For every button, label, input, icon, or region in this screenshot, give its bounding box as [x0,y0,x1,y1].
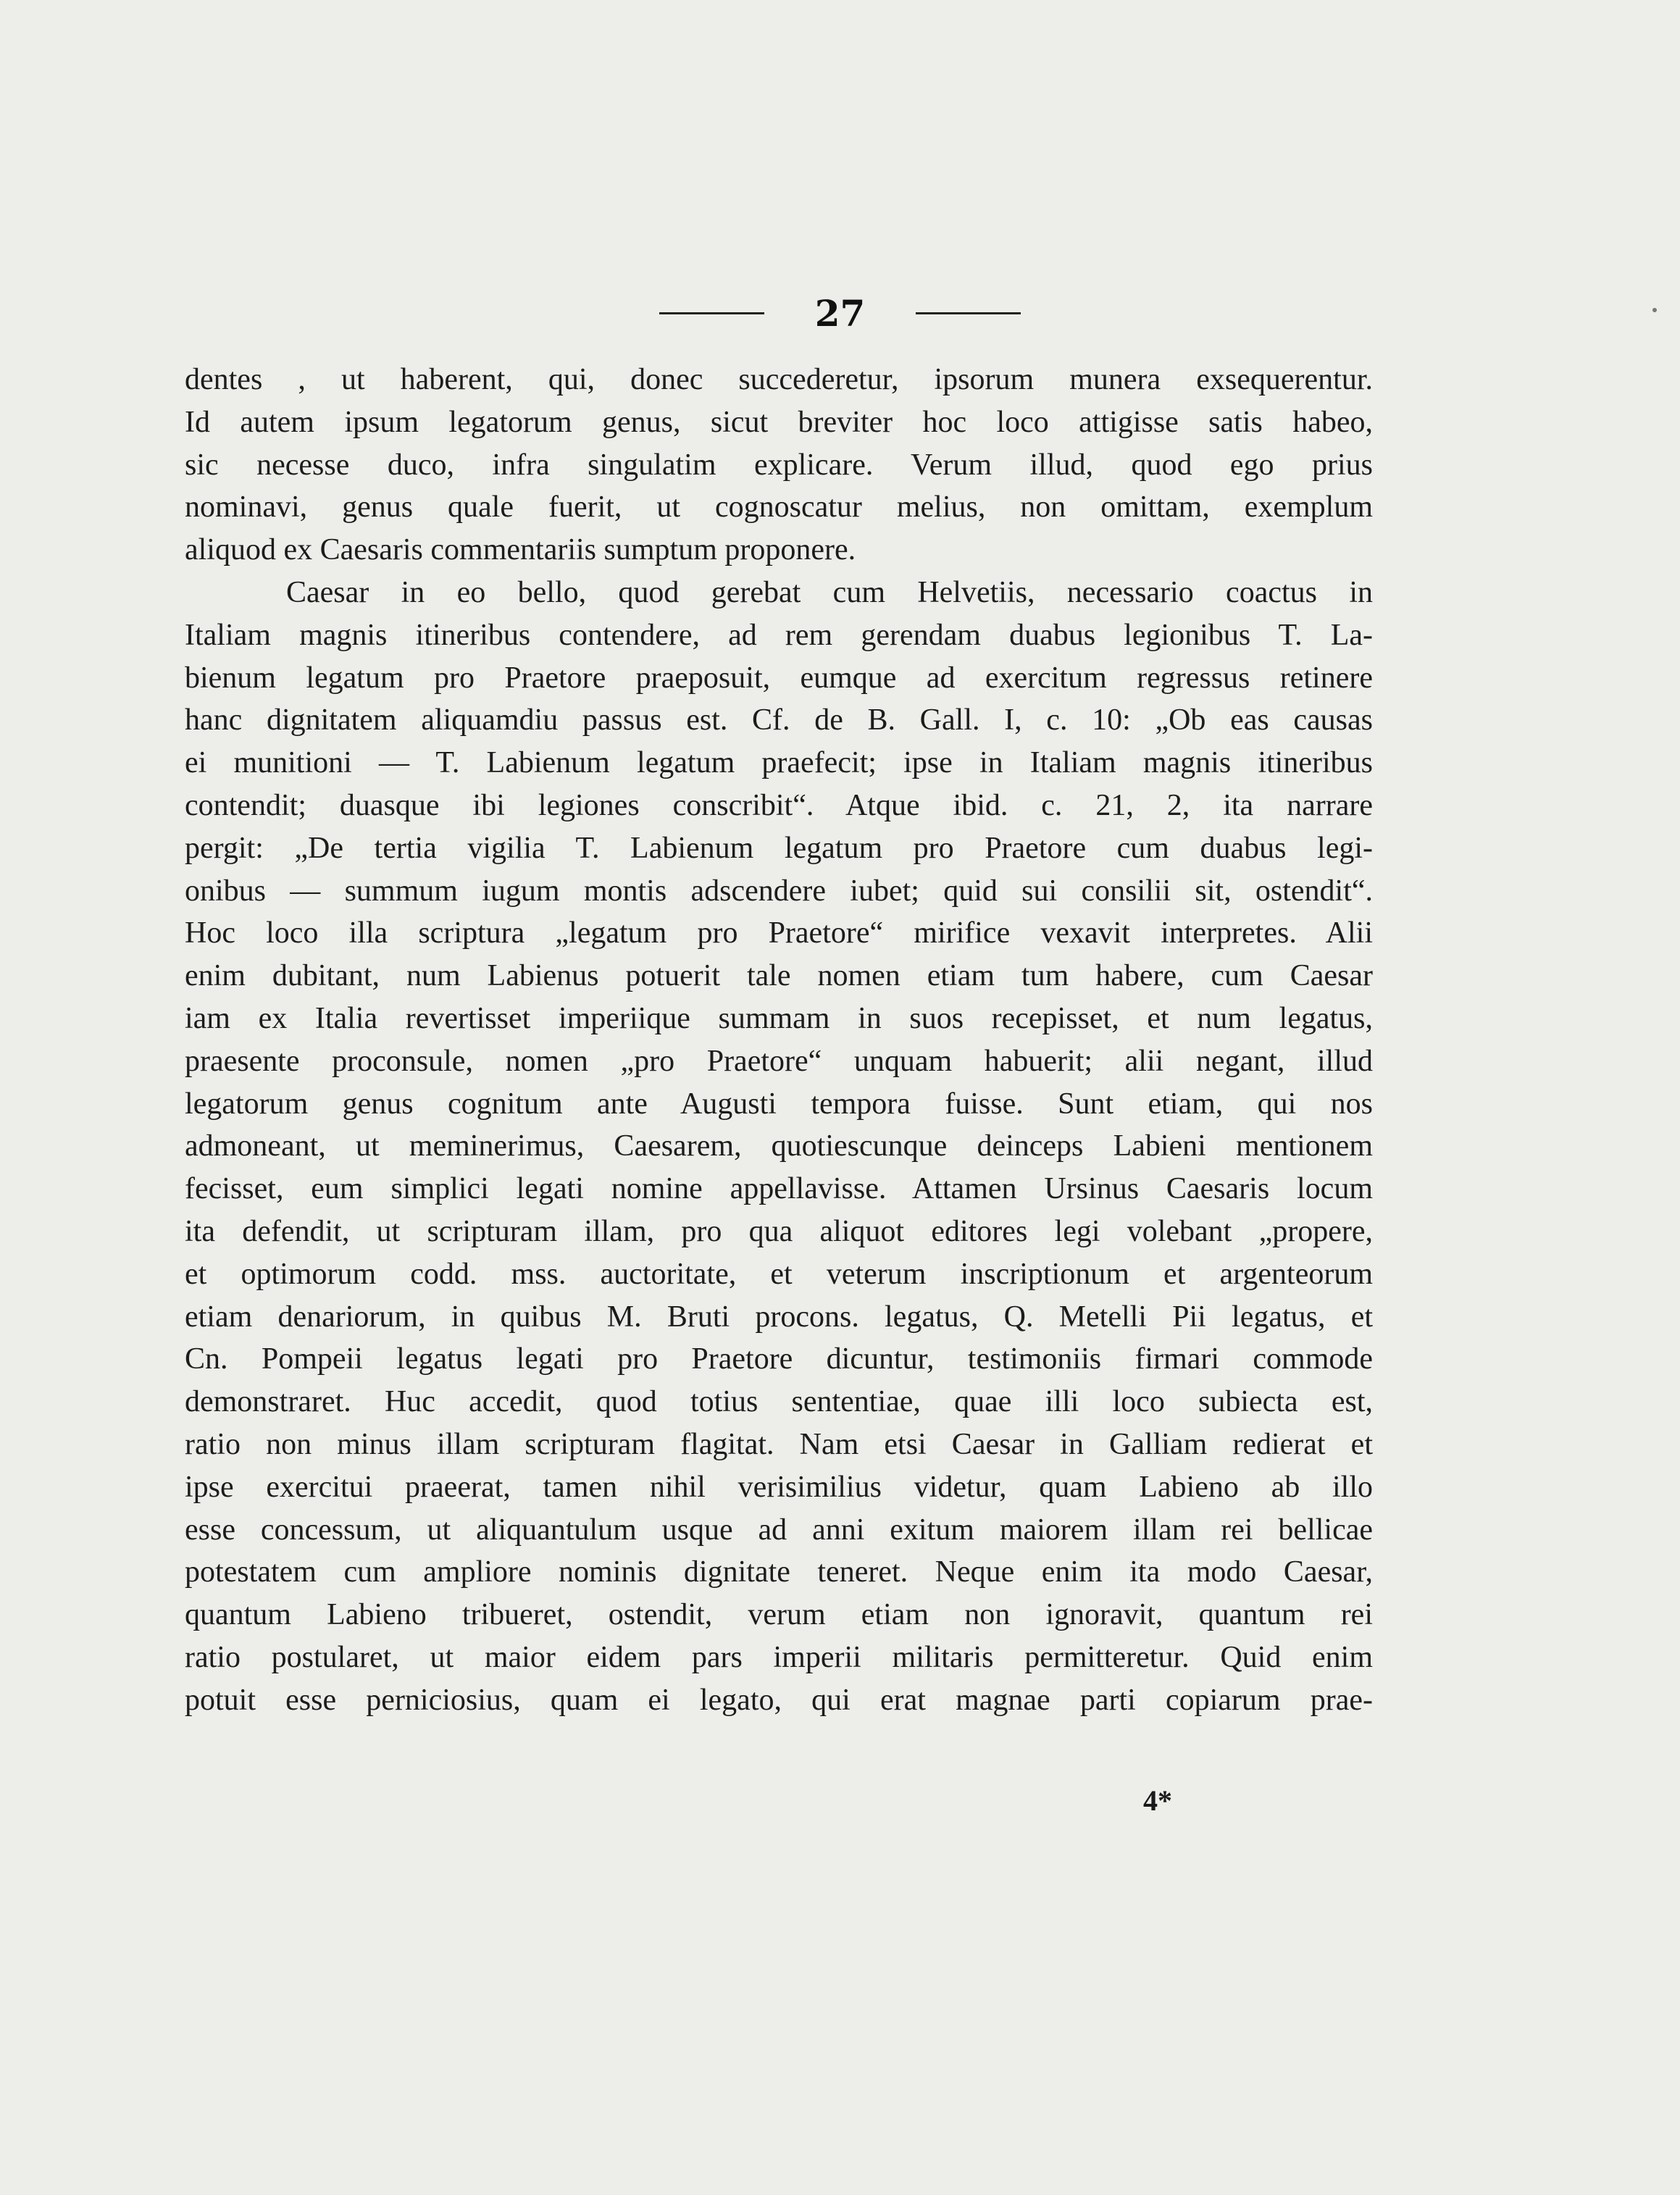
text-line: enim dubitant, num Labienus potuerit tale nomen etiam tum habere, cum Caesar [185,959,1373,993]
text-line: demonstraret. Huc accedit, quod totius sententiae, quae illi loco subiecta est, [185,1385,1373,1419]
text-line: pergit: „De tertia vigilia T. Labienum legatum pro Praetore cum duabus legi- [185,831,1373,865]
text-line: nominavi, genus quale fuerit, ut cognoscatur melius, non omittam, exemplum [185,490,1373,524]
text-line: iam ex Italia revertisset imperiique summam in suos recepisset, et num legatus, [185,1001,1373,1035]
text-line: sic necesse duco, infra singulatim explicare. Verum illud, quod ego prius [185,448,1373,482]
text-line: ei munitioni — T. Labienum legatum praefecit; ipse in Italiam magnis itineribus [185,746,1373,780]
text-line: quantum Labieno tribueret, ostendit, verum etiam non ignoravit, quantum rei [185,1598,1373,1632]
header-rule-left [659,312,764,314]
text-line: Hoc loco illa scriptura „legatum pro Praetore“ mirifice vexavit interpretes. Alii [185,916,1373,950]
text-line: aliquod ex Caesaris commentariis sumptum proponere. [185,533,856,567]
header-rule-right [916,312,1021,314]
text-line: etiam denariorum, in quibus M. Bruti procons. legatus, Q. Metelli Pii legatus, et [185,1300,1373,1334]
text-line: ita defendit, ut scripturam illam, pro qua aliquot editores legi volebant „propere, [185,1214,1373,1248]
text-line: legatorum genus cognitum ante Augusti tempora fuisse. Sunt etiam, qui nos [185,1087,1373,1121]
text-line: Cn. Pompeii legatus legati pro Praetore dicuntur, testimoniis firmari commode [185,1342,1373,1376]
text-line: Id autem ipsum legatorum genus, sicut breviter hoc loco attigisse satis habeo, [185,405,1373,439]
text-line: contendit; duasque ibi legiones conscribit“. Atque ibid. c. 21, 2, ita narrare [185,788,1373,822]
text-line: ipse exercitui praeerat, tamen nihil verisimilius videtur, quam Labieno ab illo [185,1470,1373,1504]
text-line: bienum legatum pro Praetore praeposuit, eumque ad exercitum regressus retinere [185,661,1373,695]
text-line: Italiam magnis itineribus contendere, ad rem gerendam duabus legionibus T. La- [185,618,1373,652]
text-line: potuit esse perniciosius, quam ei legato, qui erat magnae parti copiarum prae- [185,1683,1373,1717]
text-line: admoneant, ut meminerimus, Caesarem, quotiescunque deinceps Labieni mentionem [185,1129,1373,1163]
text-line: fecisset, eum simplici legati nomine appellavisse. Attamen Ursinus Caesaris locum [185,1172,1373,1206]
text-line: et optimorum codd. mss. auctoritate, et veterum inscriptionum et argenteorum [185,1257,1373,1291]
text-line: potestatem cum ampliore nominis dignitate teneret. Neque enim ita modo Caesar, [185,1555,1373,1589]
text-line: ratio postularet, ut maior eidem pars imperii militaris permitteretur. Quid enim [185,1640,1373,1674]
page-number: 27 [814,291,866,335]
signature-mark: 4* [1143,1784,1172,1817]
text-line: Caesar in eo bello, quod gerebat cum Helvetiis, necessario coactus in [286,575,1373,609]
page-header [0,284,1680,342]
text-line: praesente proconsule, nomen „pro Praetore“ unquam habuerit; alii negant, illud [185,1044,1373,1078]
text-line: ratio non minus illam scripturam flagitat. Nam etsi Caesar in Galliam redierat et [185,1427,1373,1461]
text-line: onibus — summum iugum montis adscendere iubet; quid sui consilii sit, ostendit“. [185,874,1373,908]
text-line: hanc dignitatem aliquamdiu passus est. Cf. de B. Gall. I, c. 10: „Ob eas causas [185,703,1373,737]
body-text [185,359,1373,1722]
text-line: esse concessum, ut aliquantulum usque ad anni exitum maiorem illam rei bellicae [185,1513,1373,1547]
text-line: dentes , ut haberent, qui, donec succederetur, ipsorum munera exsequerentur. [185,363,1373,396]
